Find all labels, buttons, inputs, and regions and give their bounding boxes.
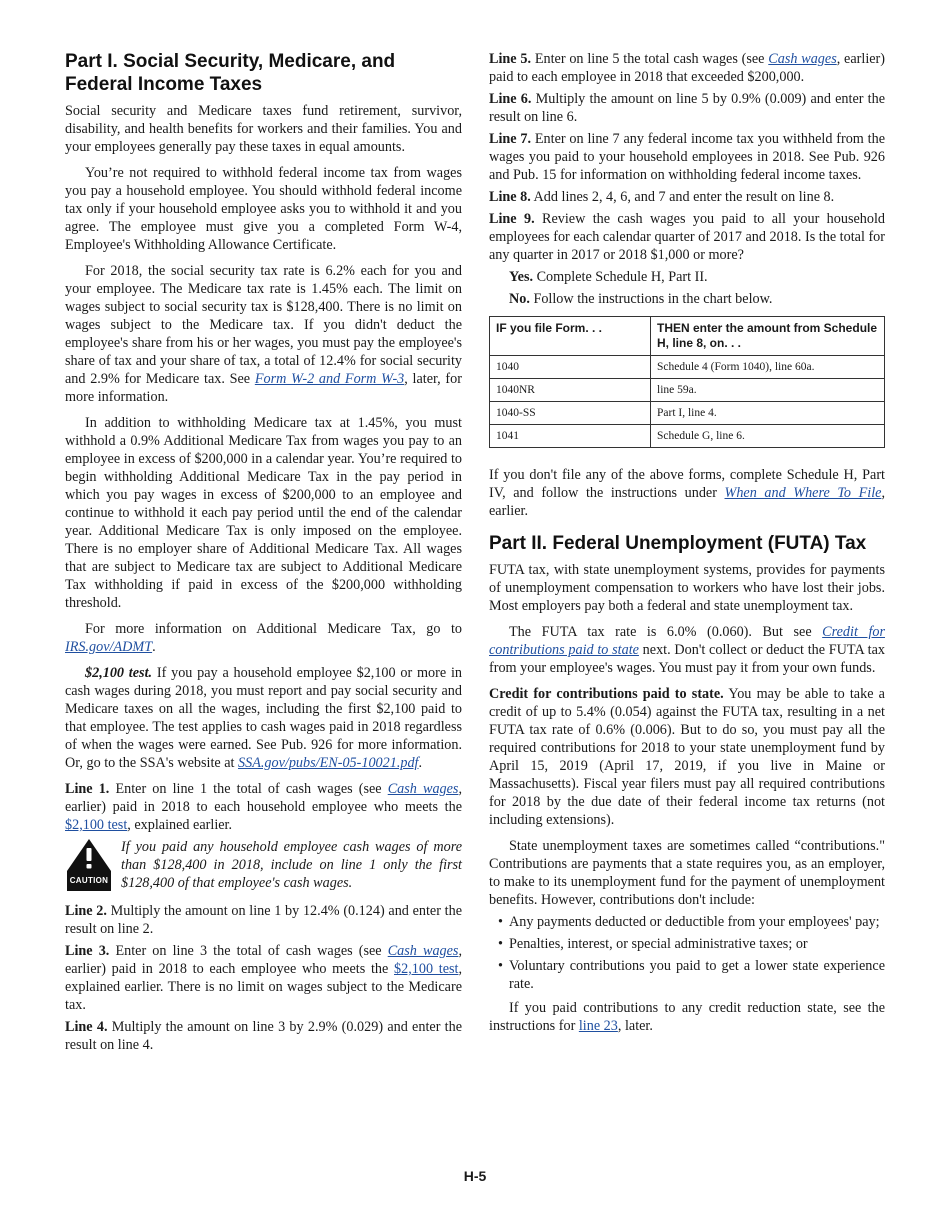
no-answer: No. Follow the instructions in the chart below. [509,291,773,307]
filing-chart-table [489,316,885,448]
line23-link[interactable]: line 23 [578,1018,618,1034]
form-w2-w3-link[interactable]: Form W-2 and Form W-3 [254,371,405,387]
table-cell-form: 1040 [490,356,651,379]
2100-test-link[interactable]: $2,100 test [394,961,459,977]
list-item: • Voluntary contributions you paid to get a lower state experience rate. [489,957,885,993]
list-item: • Penalties, interest, or special administrative taxes; or [489,935,885,953]
table-row [490,425,885,448]
tax-rate-paragraph: For 2018, the social security tax rate is 6.2% each for you and your employee. The Medicare tax rate is 1.45% each. The limit on wages subject to social security tax is $128,400. There is no limit on wages subject to the Medicare tax. If you didn't deduct the employee's share from his or her wages, you must pay the employee's share of tax and your share of tax, a total of 12.4% for social security and 2.9% for Medicare tax. See Form W-2 and Form W-3, later, for more information. [65,263,462,405]
caution-text: If you paid any household employee cash wages of more than $128,400 in 2018, include on line 1 only the first $128,400 of that employee's cash wages. [121,839,462,891]
line7-paragraph: Line 7. Enter on line 7 any federal income tax you withheld from the wages you paid to your household employees in 2018. See Pub. 926 and Pub. 15 for information on withholding federal income taxes. [489,131,886,183]
futa-intro-paragraph: FUTA tax, with state unemployment systems, provides for payments of unemployment compensation to workers who have lost their jobs. Most employers pay both a federal and state unemployment tax. [489,562,885,614]
table-row [490,356,885,379]
admt-paragraph: For more information on Additional Medicare Tax, go to IRS.gov/ADMT. [65,621,462,655]
cash-wages-link[interactable]: Cash wages [768,51,837,67]
credit-reduction-paragraph: If you paid contributions to any credit reduction state, see the instructions for line 23, later. [489,1000,885,1034]
table-row [490,402,885,425]
line9-paragraph: Line 9. Review the cash wages you paid to all your household employees for each calendar quarter of 2017 and 2018. Is the total for any quarter in 2017 or 2018 $1,000 or more? [489,211,886,263]
other-forms-paragraph: If you don't file any of the above forms, complete Schedule H, Part IV, and follow the instructions under When and Where To File, earlier. [489,467,885,519]
cash-wages-link[interactable]: Cash wages [387,943,459,959]
bullet-icon: • [498,914,503,930]
ssa-pub-link[interactable]: SSA.gov/pubs/EN-05-10021.pdf [238,755,419,771]
table-cell-where: Schedule 4 (Form 1040), line 60a. [651,356,885,379]
line6-paragraph: Line 6. Multiply the amount on line 5 by 0.9% (0.009) and enter the result on line 6. [489,91,886,125]
warning-triangle-icon [66,838,112,872]
2100-test-link[interactable]: $2,100 test [65,817,128,833]
caution-label: CAUTION [67,871,112,891]
table-header-then: THEN enter the amount from Schedule H, line 8, on. . . [651,317,885,356]
credit-heading: Credit for contributions paid to state. [489,686,724,702]
line4-paragraph: Line 4. Multiply the amount on line 3 by 2.9% (0.029) and enter the result on line 4. [65,1019,463,1053]
additional-medicare-paragraph: In addition to withholding Medicare tax at 1.45%, you must withhold a 0.9% Additional Medicare Tax from wages you pay to an employee in excess of $200,000 in a calendar year. You’re required to begin withholding Additional Medicare Tax in the pay period in which you pay wages in excess of $200,000 to an employee and continue to withhold it each pay period until the end of the calendar year. Additional Medicare Tax is only imposed on the employee. There is no employer share of Additional Medicare Tax. All wages that are subject to Medicare tax are subject to Additional Medicare Tax withholding if paid in excess of the $200,000 withholding threshold. [65,415,462,611]
irs-admt-link[interactable]: IRS.gov/ADMT [65,639,153,655]
part1-heading: Part I. Social Security, Medicare, and Federal Income Taxes [65,51,396,95]
credit-paragraph: Credit for contributions paid to state. You may be able to take a credit of up to 5.4% (0.054) against the FUTA tax, resulting in a net FUTA tax rate of 0.6% (0.006). But to do so, you must pay all the required contributions for 2018 to your state unemployment fund by April 15, 2019 (April 17, 2019, if you live in Maine or Massachusetts). Fiscal year filers must pay all required contributions for 2018 by the due date of their federal income tax returns (not including extensions). [489,686,885,828]
table-cell-form: 1040NR [490,379,651,402]
table-row [490,379,885,402]
futa-rate-paragraph: The FUTA tax rate is 6.0% (0.060). But see Credit for contributions paid to state next. Don't collect or deduct the FUTA tax from your employee's wages. You must pay it from your own funds. [489,624,885,676]
table-header-form: IF you file Form. . . [490,317,651,356]
bullet-icon: • [498,958,503,974]
table-cell-where: line 59a. [651,379,885,402]
table-cell-form: 1041 [490,425,651,448]
table-cell-where: Schedule G, line 6. [651,425,885,448]
yes-answer: Yes. Complete Schedule H, Part II. [509,269,708,285]
right-column [489,50,885,1043]
line8-paragraph: Line 8. Add lines 2, 4, 6, and 7 and enter the result on line 8. [489,189,835,205]
caution-box [65,838,462,892]
withholding-paragraph: You’re not required to withhold federal income tax from wages you pay a household employee. You should withhold federal income tax only if your household employee asks you to withhold it and you agree. The employee must give you a completed Form W-4, Employee's Withholding Allowance Certificate. [65,165,462,253]
state-contributions-paragraph: State unemployment taxes are sometimes called “contributions." Contributions are payments that a state requires you, as an employer, to make to its unemployment fund for the payment of unemployment benefits. However, contributions don't include: [489,838,885,908]
part2-heading: Part II. Federal Unemployment (FUTA) Tax [489,533,867,554]
caution-icon [65,838,113,892]
credit-contributions-link[interactable]: Credit for contributions paid to state [489,624,885,658]
when-where-file-link[interactable]: When and Where To File [724,485,882,501]
line3-paragraph: Line 3. Enter on line 3 the total of cash wages (see Cash wages, earlier) paid in 2018 to each employee who meets the $2,100 test, explained earlier. There is no limit on wages subject to the Medicare tax. [65,943,462,1013]
line1-paragraph: Line 1. Enter on line 1 the total of cash wages (see Cash wages, earlier) paid in 2018 to each household employee who meets the $2,100 test, explained earlier. [65,781,462,833]
table-cell-form: 1040-SS [490,402,651,425]
page-number: H-5 [463,1168,487,1184]
2100-test-heading: $2,100 test. [85,665,153,681]
2100-test-paragraph: $2,100 test. If you pay a household employee $2,100 or more in cash wages during 2018, you must report and pay social security and Medicare taxes on all the wages, including the first $2,100 paid to that employee. The test applies to cash wages paid in 2018 regardless of when the wages were earned. See Pub. 926 for more information. Or, go to the SSA's website at SSA.gov/pubs/EN-05-10021.pdf. [65,665,462,771]
list-item: • Any payments deducted or deductible from your employees' pay; [489,913,885,931]
bullet-icon: • [498,936,503,952]
cash-wages-link[interactable]: Cash wages [387,781,459,797]
line2-paragraph: Line 2. Multiply the amount on line 1 by 12.4% (0.124) and enter the result on line 2. [65,903,463,937]
table-cell-where: Part I, line 4. [651,402,885,425]
table-header-row [490,317,885,356]
left-column [65,50,462,1058]
line5-paragraph: Line 5. Enter on line 5 the total cash wages (see Cash wages, earlier) paid to each employee in 2018 that exceeded $200,000. [489,51,886,85]
intro-paragraph: Social security and Medicare taxes fund retirement, survivor, disability, and health benefits for workers and their families. You and your employees generally pay these taxes in equal amounts. [65,103,462,155]
